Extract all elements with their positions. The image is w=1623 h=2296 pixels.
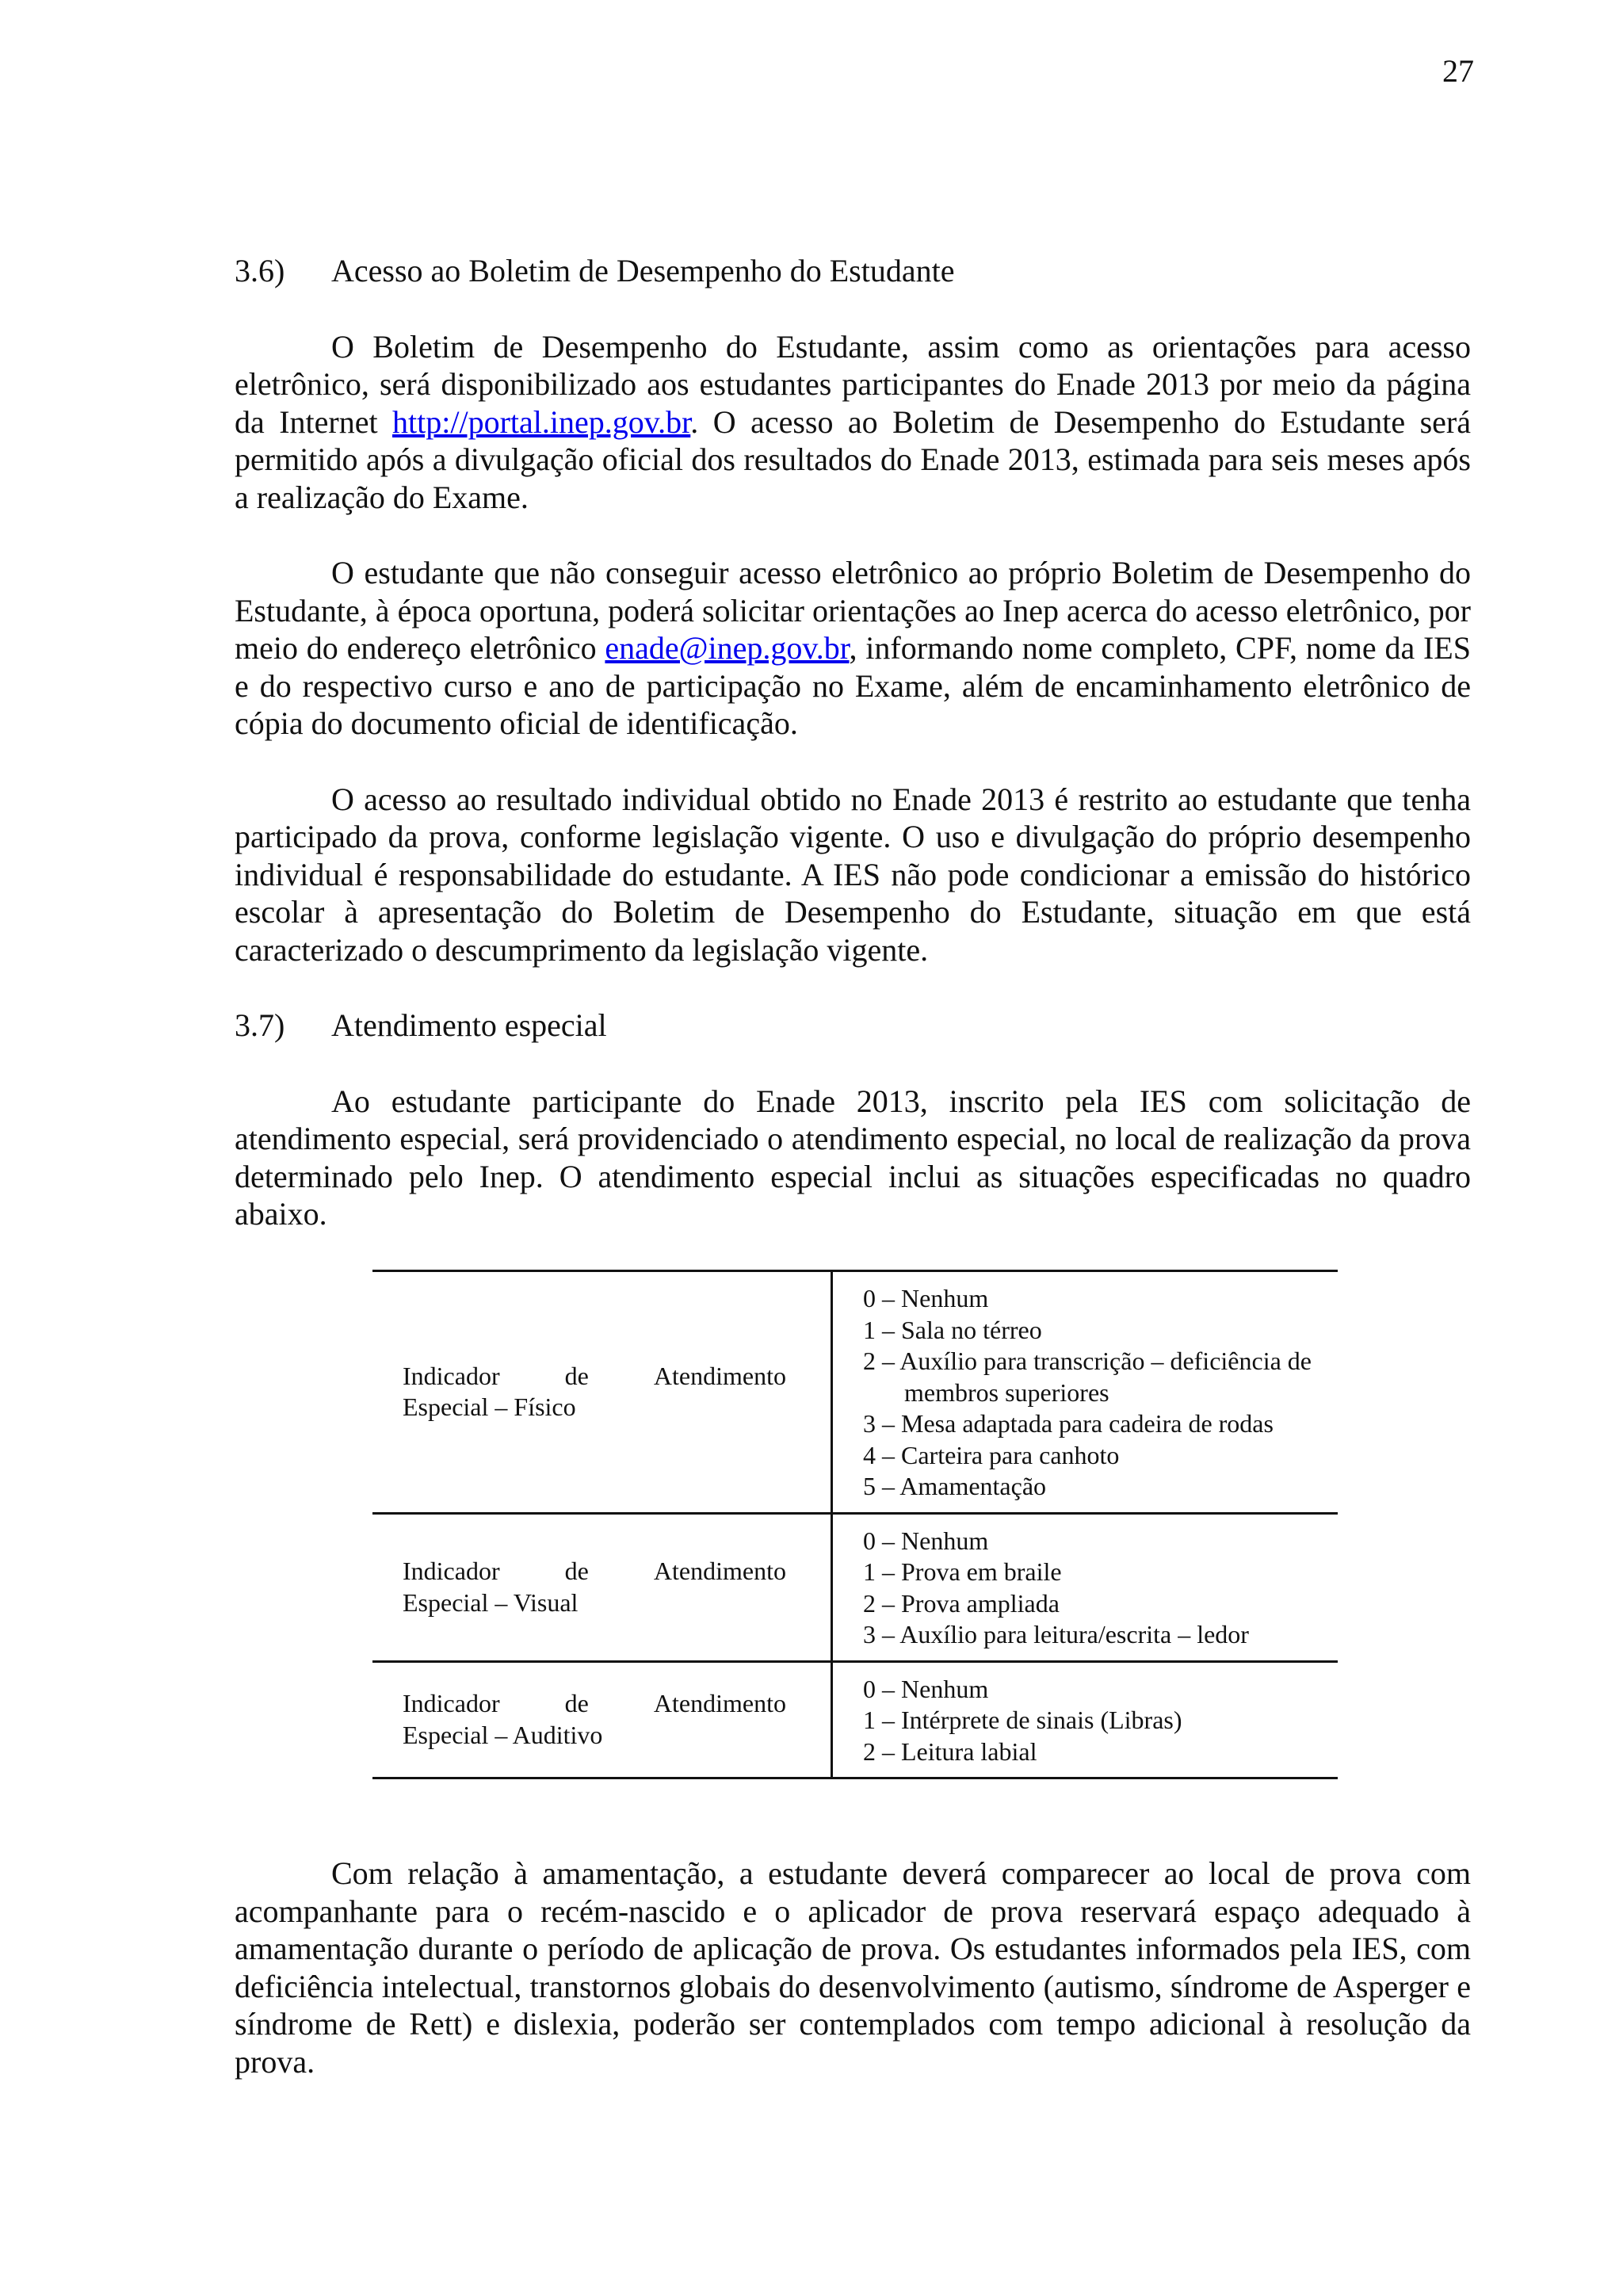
atendimento-especial-table [372, 1270, 1338, 1779]
indicator-label-cell [372, 1271, 832, 1514]
indicator-label-word: de [564, 1557, 589, 1585]
indicator-label-word: Indicador [403, 1557, 500, 1585]
paragraph-acesso-eletronico [235, 554, 1471, 743]
paragraph-text: . O acesso ao Boletim de Desempenho do Estudante será permitido após a divulgação oficial dos resultados do Enade 2013, estimada para seis meses após a realização do Exame. [235, 403, 1471, 515]
paragraph-boletim-acesso [235, 328, 1471, 517]
indicator-options-cell [832, 1661, 1338, 1778]
option-item: 3 – Mesa adaptada para cadeira de rodas [863, 1409, 1274, 1438]
closing-section [235, 1855, 1471, 2080]
option-item: 3 – Auxílio para leitura/escrita – ledor [863, 1620, 1249, 1648]
enade-email-link[interactable]: enade@inep.gov.br [605, 630, 850, 666]
option-item: 2 – Auxílio para transcrição – deficiência de membros superiores [863, 1347, 1312, 1407]
indicator-label-line [403, 1556, 786, 1587]
portal-inep-link[interactable]: http://portal.inep.gov.br [392, 403, 691, 440]
paragraph-amamentacao: Com relação à amamentação, a estudante deverá comparecer ao local de prova com acompanhante para o recém-nascido e o aplicador de prova reservará espaço adequado à amamentação durante o período de aplicação de prova. Os estudantes informados pela IES, com deficiência intelectual, transtornos globais do desenvolvimento (autismo, síndrome de Asperger e síndrome de Rett) e dislexia, poderão ser contemplados com tempo adicional à resolução da prova. [235, 1855, 1471, 2080]
table-row [372, 1513, 1338, 1661]
indicator-label-word: Atendimento [653, 1689, 786, 1718]
section-heading-3-6 [235, 252, 1471, 290]
option-item: 4 – Carteira para canhoto [863, 1440, 1120, 1469]
option-item: 5 – Amamentação [863, 1472, 1047, 1500]
section-number: 3.7) [235, 1007, 285, 1043]
indicator-label-line [403, 1688, 786, 1720]
option-item: 2 – Leitura labial [863, 1736, 1037, 1766]
indicator-label-line [403, 1361, 786, 1392]
indicator-options-cell [832, 1271, 1338, 1514]
indicator-label-word: de [564, 1361, 589, 1390]
table-row [372, 1271, 1338, 1514]
option-item: 0 – Nenhum [863, 1284, 989, 1312]
option-item: 2 – Prova ampliada [863, 1588, 1060, 1618]
section-title: Acesso ao Boletim de Desempenho do Estudante [331, 253, 955, 288]
indicator-label-word: Indicador [403, 1689, 500, 1718]
option-item: 1 – Prova em braile [863, 1557, 1062, 1586]
indicator-label-word: Indicador [403, 1361, 500, 1390]
indicator-label-type: Especial – Físico [403, 1392, 576, 1422]
option-item: 0 – Nenhum [863, 1674, 989, 1703]
paragraph-text: O Boletim de Desempenho do Estudante, assim como as orientações para acesso eletrônico, será disponibilizado aos estudantes participantes do Enade 2013 por meio da página da Internet [235, 328, 1471, 440]
paragraph-atendimento-especial: Ao estudante participante do Enade 2013, inscrito pela IES com solicitação de atendimento especial, será providenciado o atendimento especial, no local de realização da prova determinado pelo Inep. O atendimento especial inclui as situações especificadas no quadro abaixo. [235, 1083, 1471, 1232]
document-body [235, 252, 1471, 1233]
page-number: 27 [1442, 53, 1474, 89]
section-title: Atendimento especial [331, 1007, 607, 1043]
indicator-label-word: Atendimento [653, 1361, 786, 1390]
section-heading-3-7 [235, 1007, 1471, 1045]
indicator-options-cell [832, 1513, 1338, 1661]
paragraph-resultado-individual: O acesso ao resultado individual obtido no Enade 2013 é restrito ao estudante que tenha participado da prova, conforme legislação vigente. O uso e divulgação do próprio desempenho individual é responsabilidade do estudante. A IES não pode condicionar a emissão do histórico escolar à apresentação do Boletim de Desempenho do Estudante, situação em que está caracterizado o descumprimento da legislação vigente. [235, 781, 1471, 968]
paragraph-text: O estudante que não conseguir acesso eletrônico ao próprio Boletim de Desempenho do Estudante, à época oportuna, poderá solicitar orientações ao Inep acerca do acesso eletrônico, por meio do endereço eletrônico [235, 555, 1471, 666]
indicator-label-cell [372, 1513, 832, 1661]
section-number: 3.6) [235, 253, 285, 288]
indicator-label-word: de [564, 1689, 589, 1718]
indicator-label-type: Especial – Visual [403, 1587, 579, 1617]
indicator-label-type: Especial – Auditivo [403, 1720, 603, 1749]
option-item: 1 – Intérprete de sinais (Libras) [863, 1706, 1182, 1734]
option-item: 0 – Nenhum [863, 1526, 989, 1555]
table-row [372, 1661, 1338, 1778]
paragraph-text: , informando nome completo, CPF, nome da IES e do respectivo curso e ano de participação no Exame, além de encaminhamento eletrônico de cópia do documento oficial de identificação. [235, 630, 1471, 741]
indicator-label-cell [372, 1661, 832, 1778]
option-item: 1 – Sala no térreo [863, 1315, 1042, 1344]
indicator-label-word: Atendimento [653, 1557, 786, 1585]
